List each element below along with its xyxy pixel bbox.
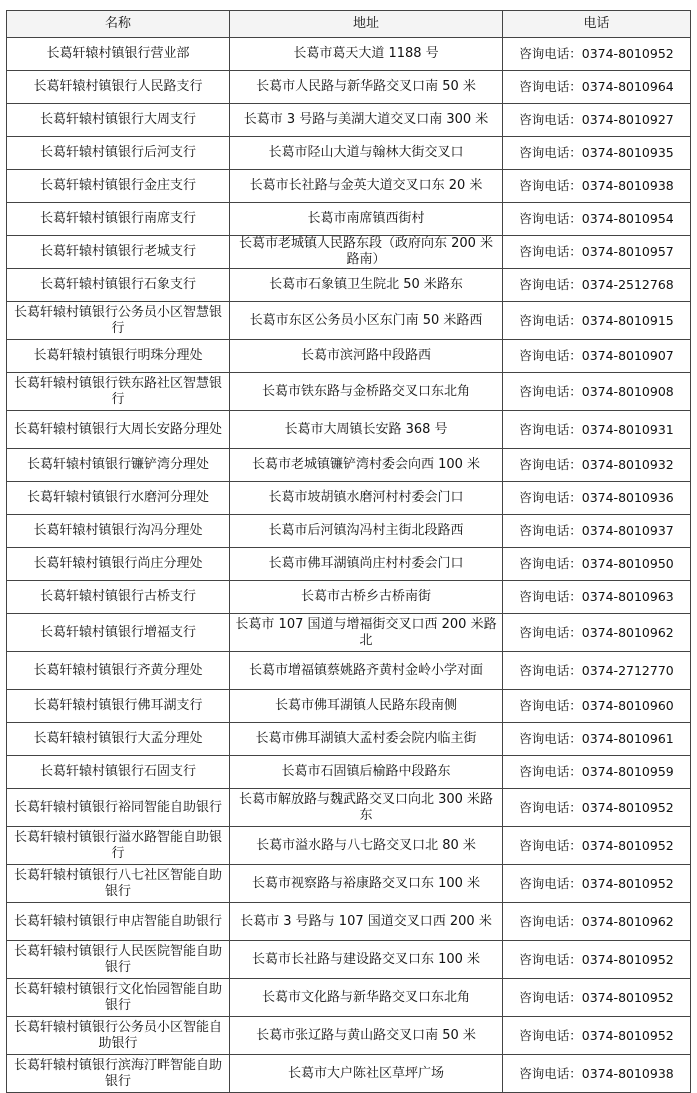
branch-name-cell: 长葛轩辕村镇银行水磨河分理处 (7, 482, 230, 515)
branch-phone-cell: 咨询电话：0374-8010950 (503, 548, 691, 581)
header-name: 名称 (7, 11, 230, 38)
branch-address-cell: 长葛市 107 国道与增福街交叉口西 200 米路北 (230, 614, 503, 652)
branch-address-cell: 长葛市佛耳湖镇人民路东段南侧 (230, 690, 503, 723)
branch-name-cell: 长葛轩辕村镇银行沟冯分理处 (7, 515, 230, 548)
branch-phone-cell: 咨询电话：0374-8010915 (503, 302, 691, 340)
branch-address-cell: 长葛市坡胡镇水磨河村村委会门口 (230, 482, 503, 515)
branch-address-cell: 长葛市增福镇蔡姚路齐黄村金岭小学对面 (230, 652, 503, 690)
branch-name-cell: 长葛轩辕村镇银行八七社区智能自助银行 (7, 865, 230, 903)
branch-phone-cell: 咨询电话：0374-8010931 (503, 411, 691, 449)
table-row (7, 903, 691, 941)
branch-name-cell: 长葛轩辕村镇银行古桥支行 (7, 581, 230, 614)
branch-name-cell: 长葛轩辕村镇银行尚庄分理处 (7, 548, 230, 581)
branch-table (6, 10, 691, 1093)
table-row (7, 71, 691, 104)
branch-phone-cell: 咨询电话：0374-8010908 (503, 373, 691, 411)
branch-address-cell: 长葛市佛耳湖镇尚庄村村委会门口 (230, 548, 503, 581)
table-row (7, 203, 691, 236)
branch-name-cell: 长葛轩辕村镇银行大周支行 (7, 104, 230, 137)
table-row (7, 449, 691, 482)
branch-phone-cell: 咨询电话：0374-8010952 (503, 1017, 691, 1055)
table-row (7, 614, 691, 652)
branch-address-cell: 长葛市佛耳湖镇大孟村委会院内临主街 (230, 723, 503, 756)
branch-phone-cell: 咨询电话：0374-8010907 (503, 340, 691, 373)
branch-name-cell: 长葛轩辕村镇银行大孟分理处 (7, 723, 230, 756)
branch-phone-cell: 咨询电话：0374-8010937 (503, 515, 691, 548)
branch-phone-cell: 咨询电话：0374-8010954 (503, 203, 691, 236)
branch-name-cell: 长葛轩辕村镇银行老城支行 (7, 236, 230, 269)
branch-address-cell: 长葛市大户陈社区草坪广场 (230, 1055, 503, 1093)
branch-address-cell: 长葛市溢水路与八七路交叉口北 80 米 (230, 827, 503, 865)
branch-name-cell: 长葛轩辕村镇银行裕同智能自助银行 (7, 789, 230, 827)
table-row (7, 373, 691, 411)
branch-address-cell: 长葛市陉山大道与翰林大街交叉口 (230, 137, 503, 170)
branch-address-cell: 长葛市后河镇沟冯村主街北段路西 (230, 515, 503, 548)
branch-name-cell: 长葛轩辕村镇银行营业部 (7, 38, 230, 71)
table-row (7, 340, 691, 373)
branch-phone-cell: 咨询电话：0374-8010952 (503, 941, 691, 979)
branch-phone-cell: 咨询电话：0374-2712770 (503, 652, 691, 690)
branch-phone-cell: 咨询电话：0374-8010952 (503, 979, 691, 1017)
branch-phone-cell: 咨询电话：0374-8010952 (503, 865, 691, 903)
table-row (7, 979, 691, 1017)
branch-name-cell: 长葛轩辕村镇银行金庄支行 (7, 170, 230, 203)
branch-name-cell: 长葛轩辕村镇银行增福支行 (7, 614, 230, 652)
branch-address-cell: 长葛市 3 号路与美湖大道交叉口南 300 米 (230, 104, 503, 137)
branch-phone-cell: 咨询电话：0374-8010961 (503, 723, 691, 756)
branch-address-cell: 长葛市解放路与魏武路交叉口向北 300 米路东 (230, 789, 503, 827)
branch-name-cell: 长葛轩辕村镇银行铁东路社区智慧银行 (7, 373, 230, 411)
branch-phone-cell: 咨询电话：0374-8010935 (503, 137, 691, 170)
table-row (7, 236, 691, 269)
branch-address-cell: 长葛市 3 号路与 107 国道交叉口西 200 米 (230, 903, 503, 941)
branch-phone-cell: 咨询电话：0374-8010959 (503, 756, 691, 789)
branch-address-cell: 长葛市张辽路与黄山路交叉口南 50 米 (230, 1017, 503, 1055)
branch-address-cell: 长葛市长社路与金英大道交叉口东 20 米 (230, 170, 503, 203)
branch-name-cell: 长葛轩辕村镇银行溢水路智能自助银行 (7, 827, 230, 865)
branch-phone-cell: 咨询电话：0374-8010952 (503, 827, 691, 865)
branch-name-cell: 长葛轩辕村镇银行申店智能自助银行 (7, 903, 230, 941)
branch-phone-cell: 咨询电话：0374-8010963 (503, 581, 691, 614)
table-row (7, 302, 691, 340)
branch-address-cell: 长葛市古桥乡古桥南街 (230, 581, 503, 614)
branch-phone-cell: 咨询电话：0374-8010932 (503, 449, 691, 482)
table-row (7, 269, 691, 302)
table-row (7, 865, 691, 903)
branch-name-cell: 长葛轩辕村镇银行明珠分理处 (7, 340, 230, 373)
branch-address-cell: 长葛市老城镇人民路东段（政府向东 200 米路南） (230, 236, 503, 269)
branch-name-cell: 长葛轩辕村镇银行大周长安路分理处 (7, 411, 230, 449)
branch-address-cell: 长葛市大周镇长安路 368 号 (230, 411, 503, 449)
header-row (7, 11, 691, 38)
branch-phone-cell: 咨询电话：0374-8010960 (503, 690, 691, 723)
table-row (7, 515, 691, 548)
branch-phone-cell: 咨询电话：0374-8010936 (503, 482, 691, 515)
table-row (7, 827, 691, 865)
table-body (7, 38, 691, 1093)
table-row (7, 723, 691, 756)
branch-name-cell: 长葛轩辕村镇银行文化怡园智能自助银行 (7, 979, 230, 1017)
branch-name-cell: 长葛轩辕村镇银行镰铲湾分理处 (7, 449, 230, 482)
branch-name-cell: 长葛轩辕村镇银行人民路支行 (7, 71, 230, 104)
branch-phone-cell: 咨询电话：0374-8010938 (503, 170, 691, 203)
branch-name-cell: 长葛轩辕村镇银行齐黄分理处 (7, 652, 230, 690)
branch-name-cell: 长葛轩辕村镇银行后河支行 (7, 137, 230, 170)
branch-address-cell: 长葛市铁东路与金桥路交叉口东北角 (230, 373, 503, 411)
branch-name-cell: 长葛轩辕村镇银行滨海汀畔智能自助银行 (7, 1055, 230, 1093)
branch-phone-cell: 咨询电话：0374-8010927 (503, 104, 691, 137)
table-row (7, 1017, 691, 1055)
branch-phone-cell: 咨询电话：0374-8010964 (503, 71, 691, 104)
branch-phone-cell: 咨询电话：0374-8010962 (503, 614, 691, 652)
branch-address-cell: 长葛市长社路与建设路交叉口东 100 米 (230, 941, 503, 979)
branch-name-cell: 长葛轩辕村镇银行人民医院智能自助银行 (7, 941, 230, 979)
branch-phone-cell: 咨询电话：0374-8010938 (503, 1055, 691, 1093)
table-row (7, 581, 691, 614)
branch-phone-cell: 咨询电话：0374-2512768 (503, 269, 691, 302)
branch-address-cell: 长葛市东区公务员小区东门南 50 米路西 (230, 302, 503, 340)
branch-address-cell: 长葛市视察路与裕康路交叉口东 100 米 (230, 865, 503, 903)
branch-phone-cell: 咨询电话：0374-8010957 (503, 236, 691, 269)
table-row (7, 170, 691, 203)
branch-name-cell: 长葛轩辕村镇银行石固支行 (7, 756, 230, 789)
branch-address-cell: 长葛市石固镇后榆路中段路东 (230, 756, 503, 789)
table-row (7, 690, 691, 723)
branch-address-cell: 长葛市葛天大道 1188 号 (230, 38, 503, 71)
table-row (7, 548, 691, 581)
table-row (7, 941, 691, 979)
branch-name-cell: 长葛轩辕村镇银行佛耳湖支行 (7, 690, 230, 723)
branch-address-cell: 长葛市南席镇西街村 (230, 203, 503, 236)
branch-name-cell: 长葛轩辕村镇银行公务员小区智慧银行 (7, 302, 230, 340)
branch-phone-cell: 咨询电话：0374-8010952 (503, 38, 691, 71)
table-row (7, 652, 691, 690)
branch-name-cell: 长葛轩辕村镇银行公务员小区智能自助银行 (7, 1017, 230, 1055)
table-row (7, 38, 691, 71)
table-row (7, 1055, 691, 1093)
branch-address-cell: 长葛市人民路与新华路交叉口南 50 米 (230, 71, 503, 104)
header-address: 地址 (230, 11, 503, 38)
branch-phone-cell: 咨询电话：0374-8010962 (503, 903, 691, 941)
branch-name-cell: 长葛轩辕村镇银行南席支行 (7, 203, 230, 236)
branch-address-cell: 长葛市滨河路中段路西 (230, 340, 503, 373)
table-row (7, 411, 691, 449)
table-row (7, 482, 691, 515)
table-row (7, 756, 691, 789)
branch-address-cell: 长葛市石象镇卫生院北 50 米路东 (230, 269, 503, 302)
branch-phone-cell: 咨询电话：0374-8010952 (503, 789, 691, 827)
branch-address-cell: 长葛市文化路与新华路交叉口东北角 (230, 979, 503, 1017)
table-row (7, 789, 691, 827)
header-phone: 电话 (503, 11, 691, 38)
table-row (7, 137, 691, 170)
branch-address-cell: 长葛市老城镇镰铲湾村委会向西 100 米 (230, 449, 503, 482)
branch-name-cell: 长葛轩辕村镇银行石象支行 (7, 269, 230, 302)
table-row (7, 104, 691, 137)
table-header (7, 11, 691, 38)
